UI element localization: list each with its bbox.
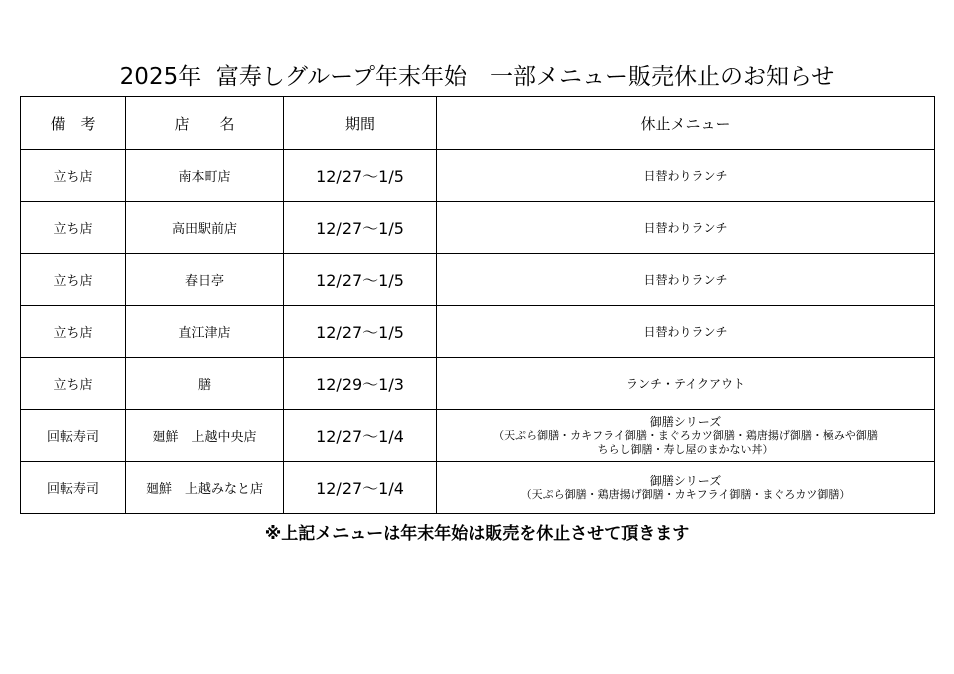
period-cell: 12/27～1/5 [284, 306, 437, 358]
table-row [21, 150, 935, 202]
note-cell: 回転寿司 [21, 462, 126, 514]
store-cell: 廻鮮 上越みなと店 [126, 462, 284, 514]
page-title: 2025年 富寿しグループ年末年始 一部メニュー販売休止のお知らせ [119, 64, 835, 90]
period-cell: 12/29～1/3 [284, 358, 437, 410]
menu-title: ランチ・テイクアウト [626, 376, 745, 391]
menu-title: 日替わりランチ [643, 220, 728, 235]
table-row [21, 358, 935, 410]
menu-title: 日替わりランチ [643, 272, 728, 287]
header-note: 備 考 [21, 97, 126, 150]
note-cell: 立ち店 [21, 358, 126, 410]
header-menu: 休止メニュー [437, 97, 935, 150]
period-cell: 12/27～1/5 [284, 202, 437, 254]
note-cell: 立ち店 [21, 306, 126, 358]
period-cell: 12/27～1/4 [284, 462, 437, 514]
note-cell: 立ち店 [21, 150, 126, 202]
menu-cell [437, 202, 935, 254]
menu-title: 御膳シリーズ [649, 473, 722, 488]
menu-detail: （天ぷら御膳・カキフライ御膳・まぐろカツ御膳・鶏唐揚げ御膳・極みや御膳 ちらし御膳・寿し屋のまかない丼） [493, 428, 878, 456]
menu-cell [437, 254, 935, 306]
menu-title: 日替わりランチ [643, 324, 728, 339]
table-header-row [21, 97, 935, 150]
menu-cell [437, 150, 935, 202]
menu-detail: （天ぷら御膳・鶏唐揚げ御膳・カキフライ御膳・まぐろカツ御膳） [520, 487, 851, 501]
table-row [21, 462, 935, 514]
note-cell: 回転寿司 [21, 410, 126, 462]
period-cell: 12/27～1/5 [284, 254, 437, 306]
store-cell: 高田駅前店 [126, 202, 284, 254]
store-cell: 南本町店 [126, 150, 284, 202]
table-row [21, 306, 935, 358]
table-row [21, 202, 935, 254]
note-cell: 立ち店 [21, 254, 126, 306]
menu-cell [437, 410, 935, 462]
menu-title: 日替わりランチ [643, 168, 728, 183]
menu-suspension-table [20, 96, 935, 514]
header-period: 期間 [284, 97, 437, 150]
menu-cell [437, 358, 935, 410]
store-cell: 直江津店 [126, 306, 284, 358]
store-cell: 春日亭 [126, 254, 284, 306]
header-store: 店 名 [126, 97, 284, 150]
period-cell: 12/27～1/4 [284, 410, 437, 462]
store-cell: 廻鮮 上越中央店 [126, 410, 284, 462]
table-row [21, 410, 935, 462]
note-cell: 立ち店 [21, 202, 126, 254]
menu-cell [437, 462, 935, 514]
table-row [21, 254, 935, 306]
footer-note: ※上記メニューは年末年始は販売を休止させて頂きます [264, 524, 690, 544]
period-cell: 12/27～1/5 [284, 150, 437, 202]
store-cell: 膳 [126, 358, 284, 410]
menu-title: 御膳シリーズ [649, 414, 722, 429]
menu-cell [437, 306, 935, 358]
